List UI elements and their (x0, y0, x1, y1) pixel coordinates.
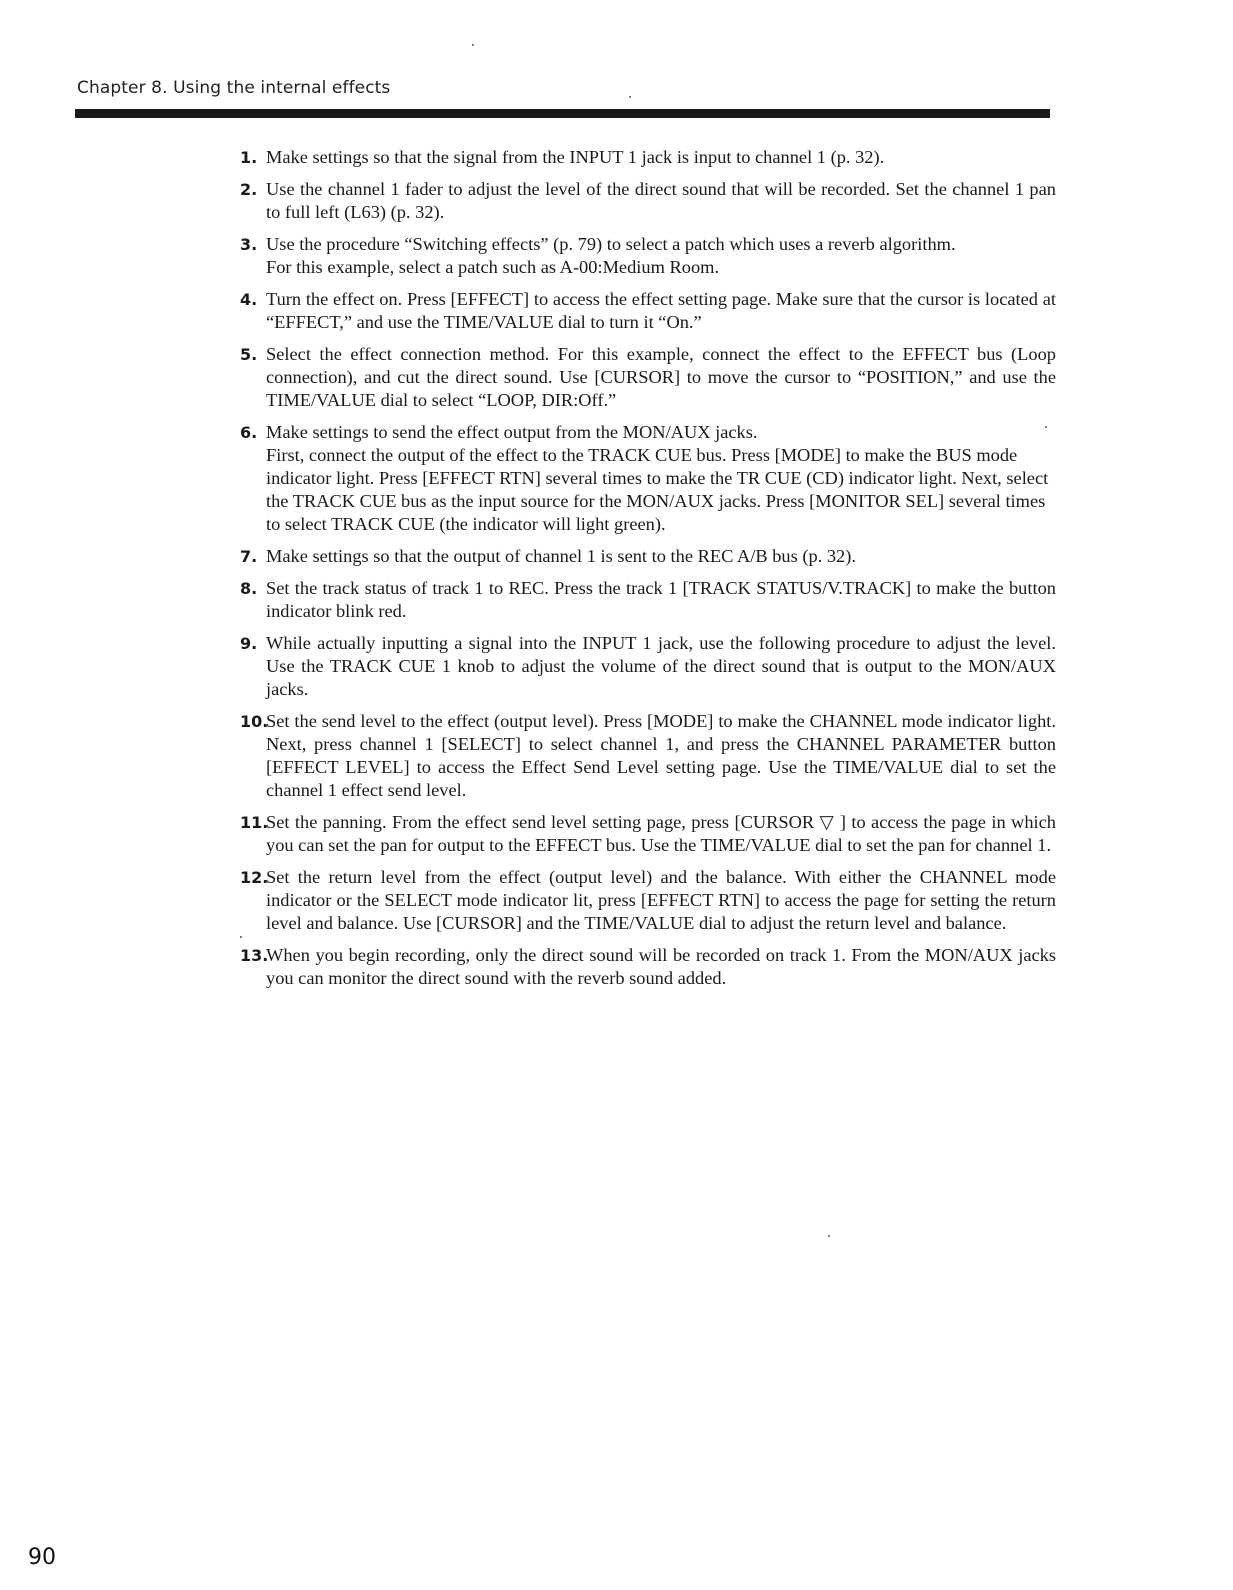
step-text: Use the procedure “Switching effects” (p. 79) to select a patch which uses a reverb algorithm. (266, 234, 956, 254)
step-number: 13. (240, 946, 269, 965)
step-number: 9. (240, 634, 258, 653)
step-text: Set the track status of track 1 to REC. Press the track 1 [TRACK STATUS/V.TRACK] to make the button indicator blink red. (266, 578, 1056, 621)
step-10 (240, 710, 1056, 802)
step-11 (240, 811, 1056, 857)
step-number: 11. (240, 813, 269, 832)
step-text: Set the return level from the effect (output level) and the balance. With either the CHANNEL mode indicator or the SELECT mode indicator lit, press [EFFECT RTN] to access the page for setting the return level and balance. Use [CURSOR] and the TIME/VALUE dial to adjust the return level and balance. (266, 867, 1056, 933)
step-text: Set the send level to the effect (output level). Press [MODE] to make the CHANNEL mode indicator light. Next, press channel 1 [SELECT] to select channel 1, and press the CHANNEL PARAMETER button [EFFECT LEVEL] to access the Effect Send Level setting page. Use the TIME/VALUE dial to set the channel 1 effect send level. (266, 711, 1056, 800)
step-text: Set the panning. From the effect send level setting page, press [CURSOR ▽ ] to access the page in which you can set the pan for output to the EFFECT bus. Use the TIME/VALUE dial to set the pan for channel 1. (266, 812, 1056, 855)
page-number: 90 (28, 1545, 56, 1570)
step-9 (240, 632, 1056, 701)
step-12 (240, 866, 1056, 935)
step-2 (240, 178, 1056, 224)
step-number: 4. (240, 290, 258, 309)
step-note: For this example, select a patch such as A-00:Medium Room. (266, 257, 720, 277)
step-number: 6. (240, 423, 258, 442)
scan-speck (472, 44, 474, 46)
step-text: Turn the effect on. Press [EFFECT] to access the effect setting page. Make sure that the cursor is located at “EFFECT,” and use the TIME/VALUE dial to turn it “On.” (266, 289, 1056, 332)
scan-speck (240, 936, 242, 938)
step-number: 5. (240, 345, 258, 364)
step-1 (240, 146, 1056, 169)
step-text: Select the effect connection method. For this example, connect the effect to the EFFECT bus (Loop connection), and cut the direct sound. Use [CURSOR] to move the cursor to “POSITION,” and use the TIME/VALUE dial to select “LOOP, DIR:Off.” (266, 344, 1056, 410)
step-text: When you begin recording, only the direct sound will be recorded on track 1. From the MON/AUX jacks you can monitor the direct sound with the reverb sound added. (266, 945, 1056, 988)
step-note: First, connect the output of the effect to the TRACK CUE bus. Press [MODE] to make the BUS mode indicator light. Press [EFFECT RTN] several times to make the TR CUE (CD) indicator light. Next, select the TRACK CUE bus as the input source for the MON/AUX jacks. Press [MONITOR SEL] several times to select TRACK CUE (the indicator will light green). (266, 445, 1049, 534)
scan-speck (1045, 426, 1047, 428)
chapter-header: Chapter 8. Using the internal effects (77, 78, 391, 98)
step-text: Use the channel 1 fader to adjust the level of the direct sound that will be recorded. Set the channel 1 pan to full left (L63) (p. 32). (266, 179, 1056, 222)
step-4 (240, 288, 1056, 334)
step-number: 12. (240, 868, 269, 887)
step-text: Make settings so that the output of channel 1 is sent to the REC A/B bus (p. 32). (266, 546, 856, 566)
step-3 (240, 233, 1056, 279)
step-number: 10. (240, 712, 269, 731)
scan-speck (828, 1235, 830, 1237)
step-text: Make settings so that the signal from the INPUT 1 jack is input to channel 1 (p. 32). (266, 147, 885, 167)
step-7 (240, 545, 1056, 568)
step-number: 7. (240, 547, 258, 566)
step-number: 2. (240, 180, 258, 199)
step-text: While actually inputting a signal into the INPUT 1 jack, use the following procedure to adjust the level. Use the TRACK CUE 1 knob to adjust the volume of the direct sound that is output to the MON/AUX jacks. (266, 633, 1056, 699)
header-rule (75, 109, 1050, 118)
scan-speck (629, 96, 631, 98)
step-number: 8. (240, 579, 258, 598)
step-text: Make settings to send the effect output from the MON/AUX jacks. (266, 422, 758, 442)
step-8 (240, 577, 1056, 623)
step-13 (240, 944, 1056, 990)
step-number: 3. (240, 235, 258, 254)
step-5 (240, 343, 1056, 412)
step-number: 1. (240, 148, 258, 167)
procedure-steps (240, 146, 1056, 999)
step-6 (240, 421, 1056, 536)
